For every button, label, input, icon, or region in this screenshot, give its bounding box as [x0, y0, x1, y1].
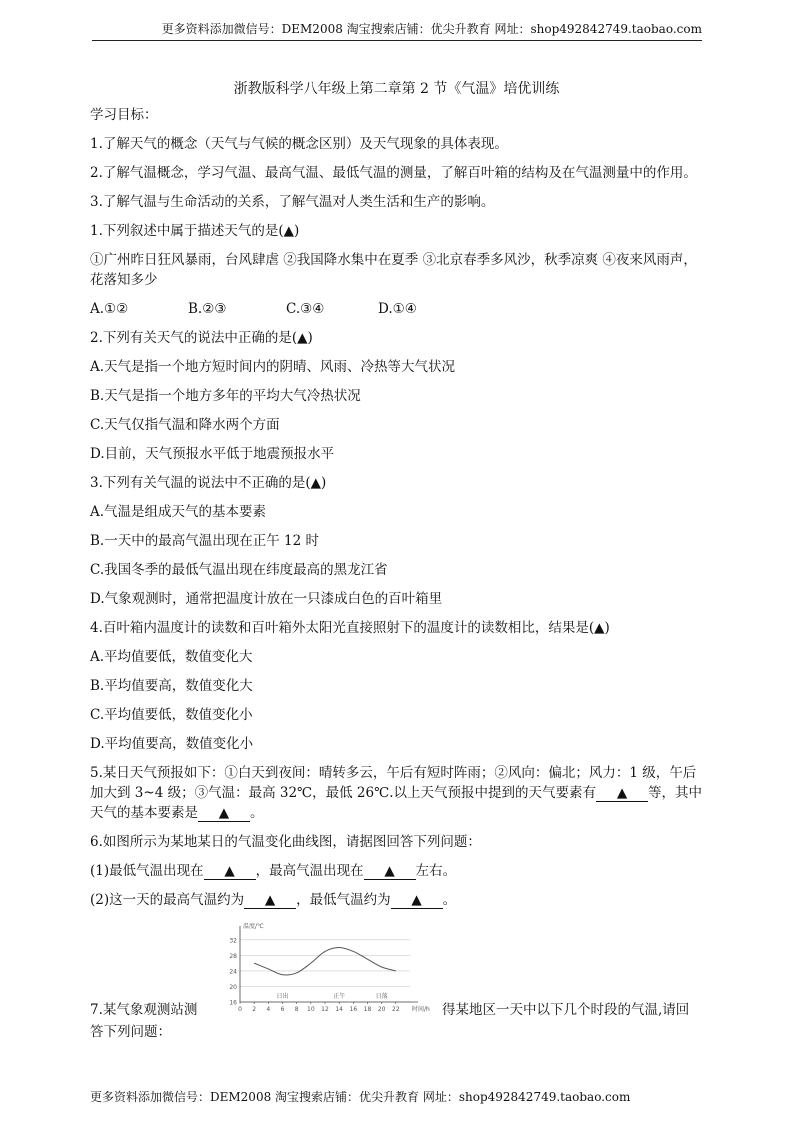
- page-header: [92, 20, 702, 41]
- x-tick-label: 0: [238, 1006, 242, 1013]
- q1-text: ①广州昨日狂风暴雨，台风肆虐 ②我国降水集中在夏季 ③北京春季多风沙，秋季凉爽 ④夜来风雨声，花落知多少: [90, 252, 697, 288]
- q7-chart-row: [90, 918, 702, 1038]
- page-title: 浙教版科学八年级上第二章第 2 节《气温》培优训练: [233, 81, 560, 97]
- chart-annotation: 日出: [276, 993, 289, 1000]
- q6-p2-c: 。: [442, 892, 457, 908]
- y-tick-label: 16: [229, 999, 237, 1007]
- x-tick-label: 14: [335, 1006, 343, 1013]
- q5-text: [90, 763, 702, 823]
- q6-p1-c: 左右。: [415, 863, 457, 879]
- q7-left-text: 7.某气象观测站测: [90, 1002, 198, 1018]
- q6-p2-b: ，最低气温约为: [296, 892, 391, 908]
- x-tick-label: 20: [377, 1006, 386, 1013]
- q2-option-b: B.天气是指一个地方多年的平均大气冷热状况: [90, 388, 361, 404]
- q6-p1-a: (1)最低气温出现在: [90, 863, 204, 879]
- q6-p2-a: (2)这一天的最高气温约为: [90, 892, 245, 908]
- q2-option-c: C.天气仅指气温和降水两个方面: [90, 417, 280, 433]
- q1-option-c: C.③④: [286, 301, 325, 317]
- q5-blank-2: ▲: [198, 805, 250, 822]
- x-tick-label: 8: [294, 1006, 299, 1013]
- q3-option-c: C.我国冬季的最低气温出现在纬度最高的黑龙江省: [90, 562, 388, 578]
- y-tick-label: 32: [229, 937, 237, 945]
- q1-option-a: A.①②: [90, 301, 129, 317]
- y-tick-label: 28: [229, 952, 237, 960]
- objective-item-3: 3.了解气温与生命活动的关系，了解气温对人类生活和生产的影响。: [90, 194, 495, 210]
- chart-annotation: 正午: [333, 993, 346, 1000]
- q4-option-a: A.平均值要低，数值变化大: [90, 649, 253, 665]
- q6-p1-b: ，最高气温出现在: [255, 863, 364, 879]
- q1-option-d: D.①④: [378, 301, 417, 317]
- q6-part-1: [90, 861, 702, 881]
- x-axis-label: 时间/h: [412, 1006, 430, 1013]
- q3-option-a: A.气温是组成天气的基本要素: [90, 504, 267, 520]
- x-tick-label: 16: [349, 1006, 358, 1013]
- q6-blank-2: ▲: [364, 863, 416, 880]
- q2-option-d: D.目前，天气预报水平低于地震预报水平: [90, 446, 335, 462]
- objectives-heading: 学习目标：: [90, 107, 158, 123]
- q2-stem: 2.下列有关天气的说法中正确的是(▲): [90, 330, 313, 346]
- header-text: 更多资料添加微信号：DEM2008 淘宝搜索店铺：优尖升教育 网址：shop492842749.taobao.com: [161, 22, 702, 36]
- temperature-chart: [220, 918, 435, 1018]
- q7-right-text: 得某地区一天中以下几个时段的气温,请回: [442, 1002, 690, 1018]
- x-tick-label: 22: [392, 1006, 400, 1013]
- q5-text-a: 5.某日天气预报如下：①白天到夜间：晴转多云，午后有短时阵雨；②风向：偏北；风力：1 级，午后加大到 3~4 级；③气温：最高 32℃，最低 26℃.以上天气预报中提到的天气要素有: [90, 765, 697, 801]
- q4-option-d: D.平均值要高，数值变化小: [90, 736, 254, 752]
- q4-stem: 4.百叶箱内温度计的读数和百叶箱外太阳光直接照射下的温度计的读数相比，结果是(▲): [90, 620, 610, 636]
- q4-option-c: C.平均值要低，数值变化小: [90, 707, 253, 723]
- x-tick-label: 6: [280, 1006, 285, 1013]
- q2-option-a: A.天气是指一个地方短时间内的阴晴、风雨、冷热等大气状况: [90, 359, 456, 375]
- q6-blank-3: ▲: [244, 892, 296, 909]
- x-tick-label: 2: [252, 1006, 257, 1013]
- q6-blank-4: ▲: [391, 892, 443, 909]
- x-tick-label: 18: [363, 1006, 372, 1013]
- x-tick-label: 4: [266, 1006, 271, 1013]
- objective-item-1: 1.了解天气的概念（天气与气候的概念区别）及天气现象的具体表现。: [90, 136, 508, 152]
- y-tick-label: 20: [229, 983, 237, 991]
- page-footer: 更多资料添加微信号：DEM2008 淘宝搜索店铺：优尖升教育 网址：shop492842749.taobao.com: [90, 1090, 631, 1104]
- chart-layer: [229, 922, 430, 1013]
- y-tick-label: 24: [229, 968, 237, 976]
- q3-option-b: B.一天中的最高气温出现在正午 12 时: [90, 533, 319, 549]
- q4-option-b: B.平均值要高，数值变化大: [90, 678, 253, 694]
- x-tick-label: 10: [307, 1006, 315, 1013]
- chart-annotation: 日落: [375, 993, 388, 1000]
- q1-stem: 1.下列叙述中属于描述天气的是(▲): [90, 223, 300, 239]
- q6-stem: 6.如图所示为某地某日的气温变化曲线图，请据图回答下列问题：: [90, 834, 481, 850]
- y-axis-label: 温度/℃: [243, 923, 264, 930]
- objective-item-2: 2.了解气温概念，学习气温、最高气温、最低气温的测量，了解百叶箱的结构及在气温测量中的作用。: [90, 165, 697, 181]
- q7-cont-text: 答下列问题：: [90, 1024, 171, 1040]
- q5-blank-1: ▲: [596, 785, 648, 802]
- q1-options: [90, 299, 702, 319]
- q3-stem: 3.下列有关气温的说法中不正确的是(▲): [90, 475, 327, 491]
- q5-end: 。: [250, 805, 264, 821]
- x-tick-label: 12: [321, 1006, 329, 1013]
- q6-part-2: [90, 890, 702, 910]
- q3-option-d: D.气象观测时，通常把温度计放在一只漆成白色的百叶箱里: [90, 591, 443, 607]
- q6-blank-1: ▲: [204, 863, 256, 880]
- q5-text-b: 等，其中天气的基本要素是: [90, 785, 703, 821]
- q1-option-b: B.②③: [188, 301, 227, 317]
- document-body: [90, 105, 702, 919]
